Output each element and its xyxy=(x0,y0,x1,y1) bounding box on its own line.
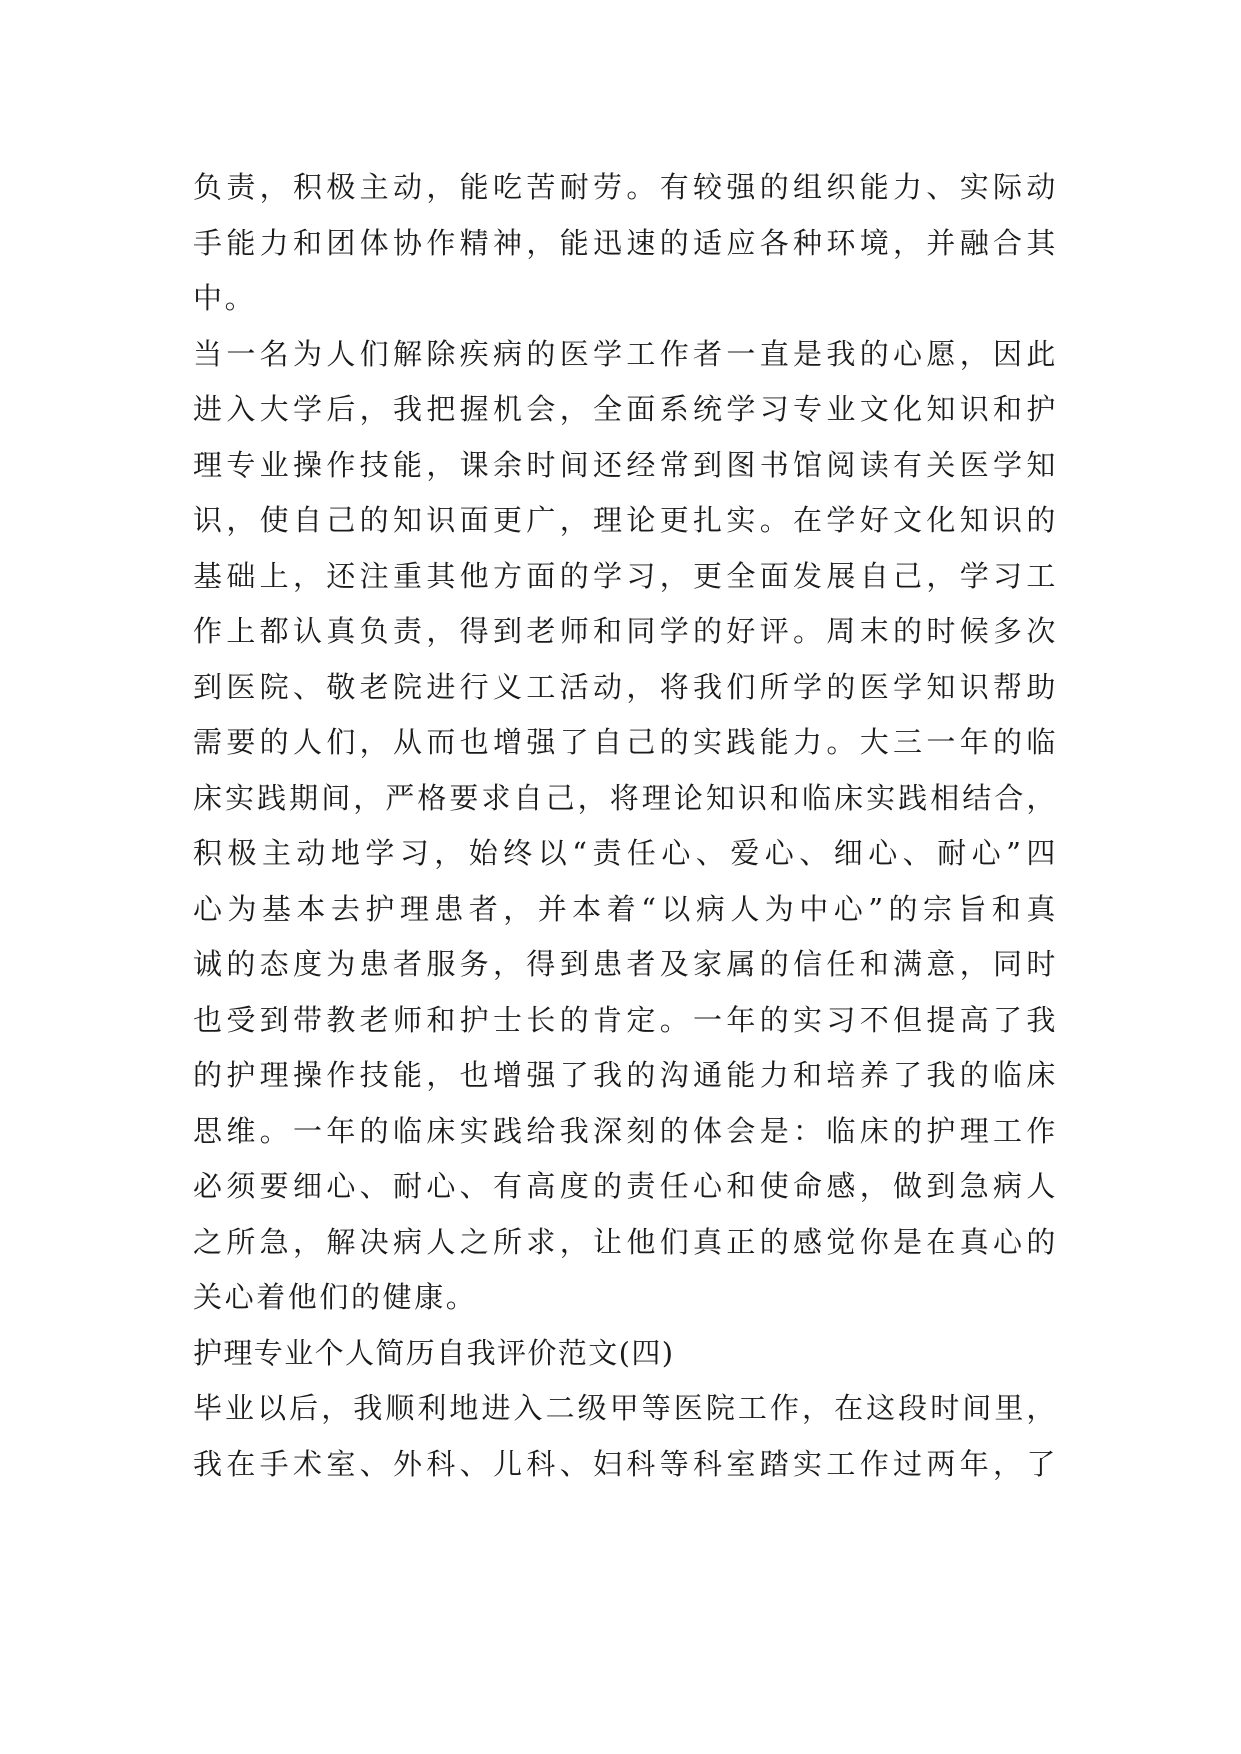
text-line: 关心着他们的健康。 xyxy=(193,1280,478,1314)
text-line: 基础上，还注重其他方面的学习，更全面发展自己，学习工 xyxy=(193,558,1058,593)
text-line: 毕业以后，我顺利地进入二级甲等医院工作，在这段时间里， xyxy=(193,1391,1058,1425)
text-line: 积极主动地学习，始终以“责任心、爱心、细心、耐心”四 xyxy=(193,836,1058,870)
text-line: 心为基本去护理患者，并本着“以病人为中心”的宗旨和真 xyxy=(193,891,1058,926)
text-line: 进入大学后，我把握机会，全面系统学习专业文化知识和护 xyxy=(193,392,1058,426)
text-line: 当一名为人们解除疾病的医学工作者一直是我的心愿，因此 xyxy=(193,336,1058,371)
document-body xyxy=(193,160,1058,1492)
text-line: 负责，积极主动，能吃苦耐劳。有较强的组织能力、实际动 xyxy=(193,170,1058,204)
section-heading: 护理专业个人简历自我评价范文(四) xyxy=(193,1335,675,1370)
text-line: 到医院、敬老院进行义工活动，将我们所学的医学知识帮助 xyxy=(193,669,1058,704)
text-line: 作上都认真负责，得到老师和同学的好评。周末的时候多次 xyxy=(193,614,1058,648)
text-line: 也受到带教老师和护士长的肯定。一年的实习不但提高了我 xyxy=(193,1002,1058,1037)
text-line: 床实践期间，严格要求自己，将理论知识和临床实践相结合， xyxy=(193,780,1058,815)
text-line: 理专业操作技能，课余时间还经常到图书馆阅读有关医学知 xyxy=(193,447,1058,482)
text-line: 必须要细心、耐心、有高度的责任心和使命感，做到急病人 xyxy=(193,1169,1058,1203)
text-line: 识，使自己的知识面更广，理论更扎实。在学好文化知识的 xyxy=(193,503,1058,537)
text-line: 中。 xyxy=(193,281,257,315)
text-line: 之所急，解决病人之所求，让他们真正的感觉你是在真心的 xyxy=(193,1224,1058,1259)
text-line: 的护理操作技能，也增强了我的沟通能力和培养了我的临床 xyxy=(193,1058,1058,1092)
text-line: 手能力和团体协作精神，能迅速的适应各种环境，并融合其 xyxy=(193,225,1058,260)
text-line: 思维。一年的临床实践给我深刻的体会是：临床的护理工作 xyxy=(193,1113,1058,1148)
text-line: 诚的态度为患者服务，得到患者及家属的信任和满意，同时 xyxy=(193,947,1058,981)
text-line: 我在手术室、外科、儿科、妇科等科室踏实工作过两年，了 xyxy=(193,1446,1058,1481)
text-line: 需要的人们，从而也增强了自己的实践能力。大三一年的临 xyxy=(193,725,1058,759)
